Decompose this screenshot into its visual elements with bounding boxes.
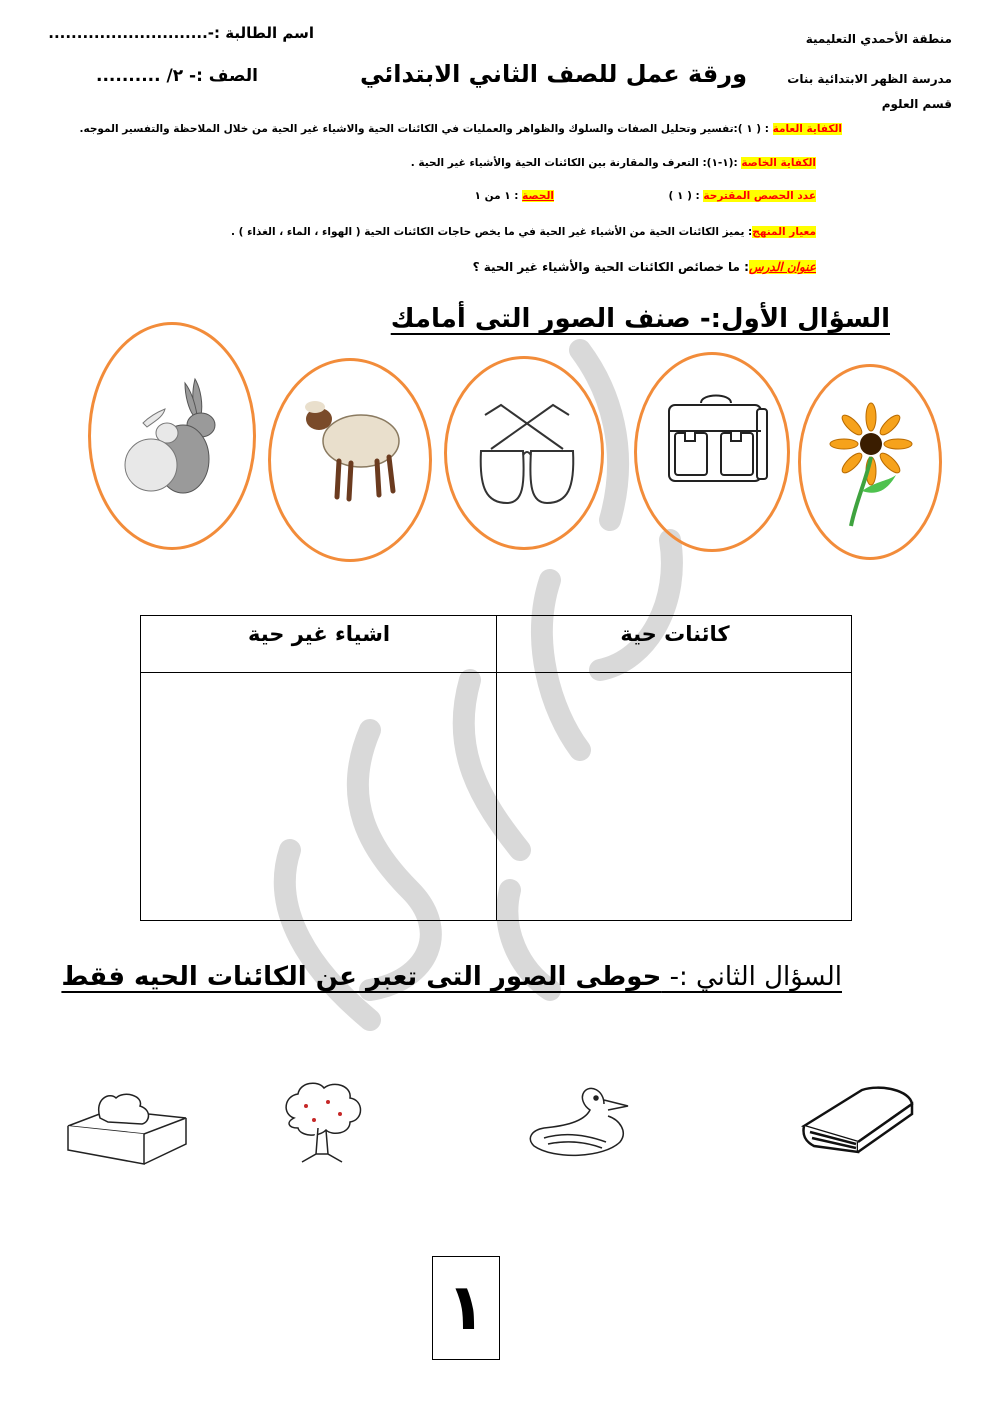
general-competency-label: الكفاية العامة [772, 123, 842, 135]
duck-icon[interactable] [524, 1082, 632, 1162]
school-name: مدرسة الظهر الابتدائية بنات [787, 72, 952, 86]
column-header-living: كائنات حية [620, 622, 730, 646]
flower-icon [826, 401, 916, 531]
question2-prefix: السؤال الثاني :- [661, 962, 842, 992]
question2-instruction: حوطى الصور التى تعبر عن الكائنات الحيه فقط [61, 962, 662, 992]
period-text: : ١ من ١ [474, 190, 523, 202]
curriculum-standard-label: معيار المنهج [752, 226, 816, 238]
page-number: ١ [446, 1271, 486, 1345]
lesson-title [473, 260, 816, 274]
worksheet-title: ورقة عمل للصف الثاني الابتدائي [360, 60, 747, 88]
oval-sheep[interactable] [268, 358, 432, 562]
student-name-line: اسم الطالبة :-............................ [48, 24, 314, 42]
lesson-title-label: عنوان الدرس [748, 260, 816, 274]
curriculum-standard-text: : يميز الكائنات الحية من الأشياء غير الحية في ما يخص حاجات الكائنات الحية ( الهواء ، الماء ، الغذاء ) . [230, 226, 753, 238]
suggested-sessions [669, 190, 816, 202]
eyeglasses-icon [471, 399, 583, 509]
specific-competency-label: الكفاية الخاصة [741, 157, 816, 169]
region-name: منطقة الأحمدي التعليمية [805, 32, 952, 46]
rabbits-icon [121, 375, 221, 499]
general-competency [79, 123, 842, 135]
book-icon[interactable] [800, 1080, 916, 1156]
classification-table [140, 615, 852, 921]
department-name: قسم العلوم [881, 97, 952, 111]
tissue-box-icon[interactable] [64, 1086, 190, 1168]
suggested-sessions-label: عدد الحصص المقترحة [703, 190, 816, 202]
page-number-box [432, 1256, 500, 1360]
specific-competency-text: :(١-١): التعرف والمقارنة بين الكائنات الحية والأشياء غير الحية . [410, 157, 742, 169]
specific-competency [411, 157, 816, 169]
column-header-nonliving: اشياء غير حية [247, 622, 391, 646]
tree-icon[interactable] [278, 1078, 368, 1166]
period [475, 190, 554, 202]
oval-eyeglasses[interactable] [444, 356, 604, 550]
suggested-sessions-text: : ( ١ ) [668, 190, 704, 202]
answer-cell-living[interactable] [497, 673, 852, 921]
sheep-icon [301, 395, 405, 505]
general-competency-text: : ( ١ ):تفسير وتحليل الصفات والسلوك والظواهر والعمليات في الكائنات الحية والاشياء غير الحية من خلال الملاحظة والتفسير الموجه. [79, 123, 773, 135]
question2-title [61, 962, 842, 992]
oval-flower[interactable] [798, 364, 942, 560]
answer-cell-nonliving[interactable] [141, 673, 496, 921]
period-label: الحصة [522, 190, 554, 202]
class-line: الصف :- ٢/ .......... [96, 66, 259, 86]
curriculum-standard [231, 226, 816, 238]
oval-rabbits[interactable] [88, 322, 256, 550]
lesson-title-text: : ما خصائص الكائنات الحية والأشياء غير الحية ؟ [472, 260, 749, 274]
oval-briefcase[interactable] [634, 352, 790, 552]
briefcase-icon [661, 391, 771, 485]
question1-title: السؤال الأول:- صنف الصور التى أمامك [390, 304, 890, 334]
